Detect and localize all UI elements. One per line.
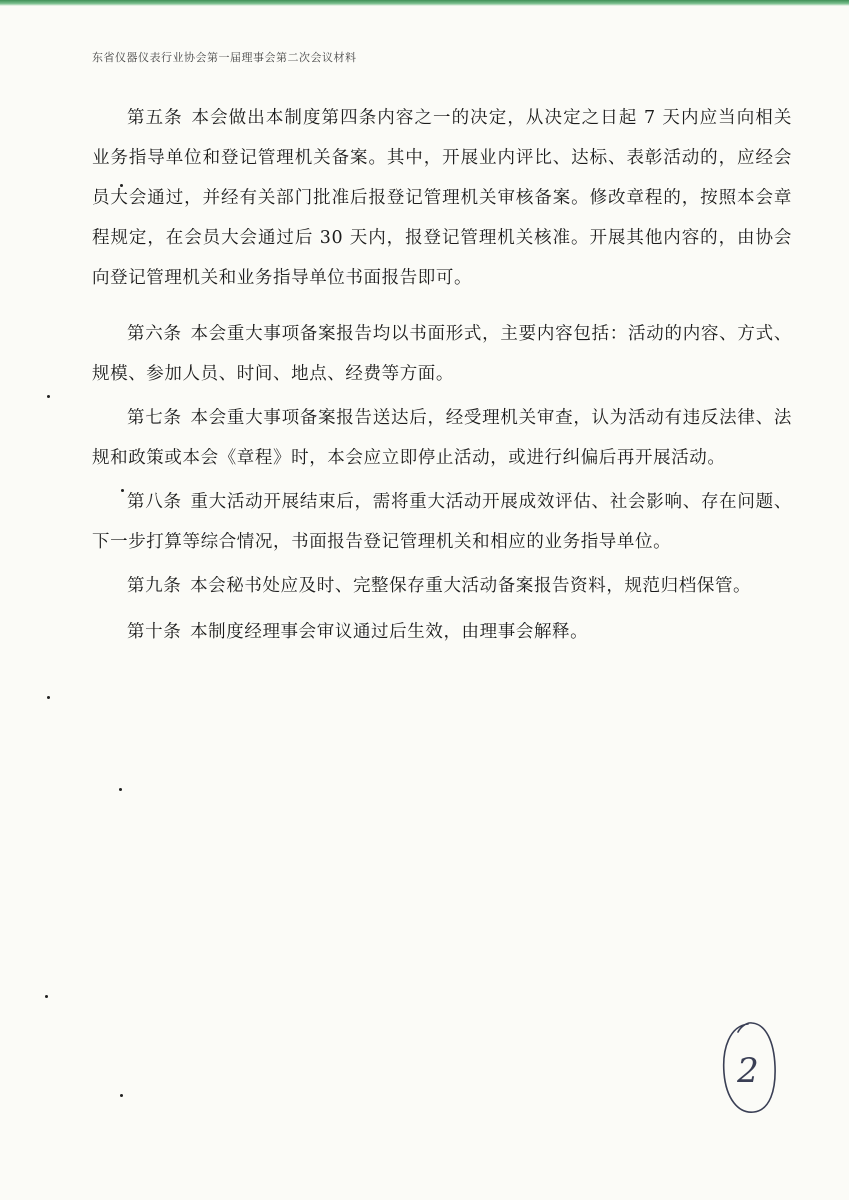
scan-speck	[120, 184, 123, 187]
handwritten-page-number-icon	[718, 1018, 780, 1118]
article-text: 重大活动开展结束后，需将重大活动开展成效评估、社会影响、存在问题、下一步打算等综合情况，书面报告登记管理机关和相应的业务指导单位。	[92, 492, 792, 552]
article-8	[92, 482, 792, 562]
scan-speck	[120, 1094, 123, 1097]
svg-text:2: 2	[737, 1051, 759, 1091]
running-header: 东省仪器仪表行业协会第一届理事会第二次会议材料	[92, 51, 357, 64]
article-7	[92, 398, 792, 478]
article-text: 本会秘书处应及时、完整保存重大活动备案报告资料，规范归档保管。	[190, 576, 752, 596]
article-text: 本会重大事项备案报告均以书面形式，主要内容包括：活动的内容、方式、规模、参加人员、时间、地点、经费等方面。	[92, 324, 792, 384]
article-text: 本制度经理事会审议通过后生效，由理事会解释。	[190, 622, 589, 642]
article-number: 第五条	[127, 108, 183, 128]
scan-speck	[45, 995, 48, 998]
scan-top-edge	[0, 0, 849, 6]
scan-speck	[47, 395, 50, 398]
article-number: 第九条	[127, 576, 182, 596]
article-number: 第六条	[127, 324, 182, 344]
document-body	[92, 98, 792, 652]
article-number: 第八条	[127, 492, 182, 512]
article-text: 本会重大事项备案报告送达后，经受理机关审查，认为活动有违反法律、法规和政策或本会《章程》时，本会应立即停止活动，或进行纠偏后再开展活动。	[92, 408, 792, 468]
scan-speck	[121, 489, 124, 492]
article-5	[92, 98, 792, 298]
scan-speck	[119, 788, 122, 791]
article-9	[92, 566, 792, 606]
article-10	[92, 612, 792, 652]
article-text: 本会做出本制度第四条内容之一的决定，从决定之日起 7 天内应当向相关业务指导单位和登记管理机关备案。其中，开展业内评比、达标、表彰活动的，应经会员大会通过，并经有关部门批准后报登记管理机关审核备案。修改章程的，按照本会章程规定，在会员大会通过后 30 天内，报登记管理机关核准。开展其他内容的，由协会向登记管理机关和业务指导单位书面报告即可。	[92, 108, 792, 288]
scan-speck	[47, 696, 50, 699]
article-6	[92, 314, 792, 394]
article-number: 第七条	[127, 408, 182, 428]
article-number: 第十条	[127, 622, 182, 642]
